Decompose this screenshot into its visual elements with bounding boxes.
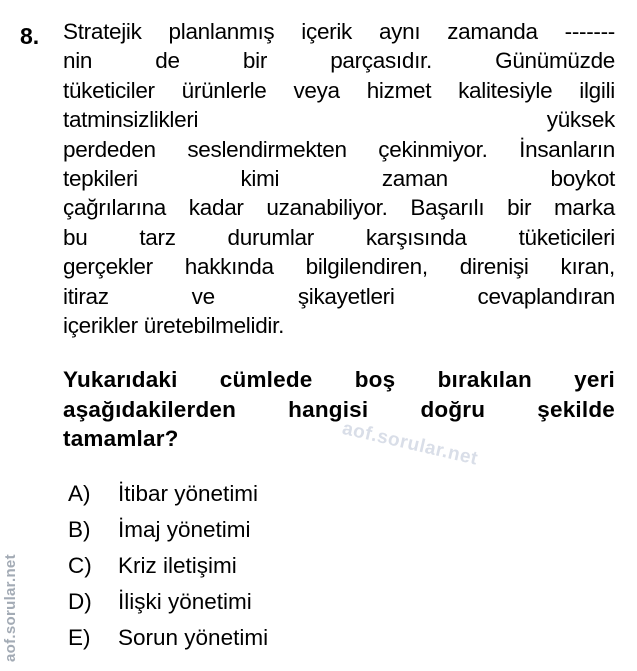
watermark-diagonal: aof.sorular.net <box>340 418 480 470</box>
stem-line: itiraz ve şikayetleri cevaplandıran <box>63 283 615 309</box>
option-b[interactable] <box>68 512 268 548</box>
question-stem <box>63 17 615 340</box>
stem-line: tüketiciler ürünlerle veya hizmet kalitesiyle ilgili <box>63 77 615 103</box>
option-letter: A) <box>68 481 91 506</box>
option-text: Kriz iletişimi <box>118 553 237 578</box>
option-c[interactable] <box>68 548 268 584</box>
option-text: İtibar yönetimi <box>118 481 259 506</box>
option-text: İmaj yönetimi <box>118 517 251 542</box>
option-letter: C) <box>68 553 92 578</box>
option-letter: D) <box>68 589 92 614</box>
stem-line: tepkileri kimi zaman boykot <box>63 165 615 191</box>
watermark-side: aof.sorular.net <box>2 554 19 662</box>
option-a[interactable] <box>68 476 268 512</box>
stem-line: çağrılarına kadar uzanabiliyor. Başarılı bir marka <box>63 195 615 221</box>
prompt-line: Yukarıdaki cümlede boş bırakılan yeri <box>63 367 615 392</box>
option-e[interactable] <box>68 620 268 656</box>
question-number: 8. <box>20 23 40 49</box>
stem-line: tatminsizlikleri yüksek <box>63 107 615 133</box>
stem-line: nin de bir parçasıdır. Günümüzde <box>63 48 615 74</box>
option-d[interactable] <box>68 584 268 620</box>
option-letter: B) <box>68 517 91 542</box>
prompt-line: tamamlar? <box>63 426 179 451</box>
option-text: İlişki yönetimi <box>118 589 252 614</box>
stem-line: perdeden seslendirmekten çekinmiyor. İnsanların <box>63 136 615 162</box>
option-letter: E) <box>68 625 91 650</box>
stem-line: gerçekler hakkında bilgilendiren, direnişi kıran, <box>63 254 615 280</box>
stem-line: Stratejik planlanmış içerik aynı zamanda ------- <box>63 19 615 44</box>
prompt-line: aşağıdakilerden hangisi doğru şekilde <box>63 396 615 422</box>
answer-options <box>68 476 268 656</box>
stem-line: bu tarz durumlar karşısında tüketicileri <box>63 224 615 250</box>
stem-line: içerikler üretebilmelidir. <box>63 312 285 338</box>
question-prompt <box>63 365 615 454</box>
option-text: Sorun yönetimi <box>118 625 269 650</box>
